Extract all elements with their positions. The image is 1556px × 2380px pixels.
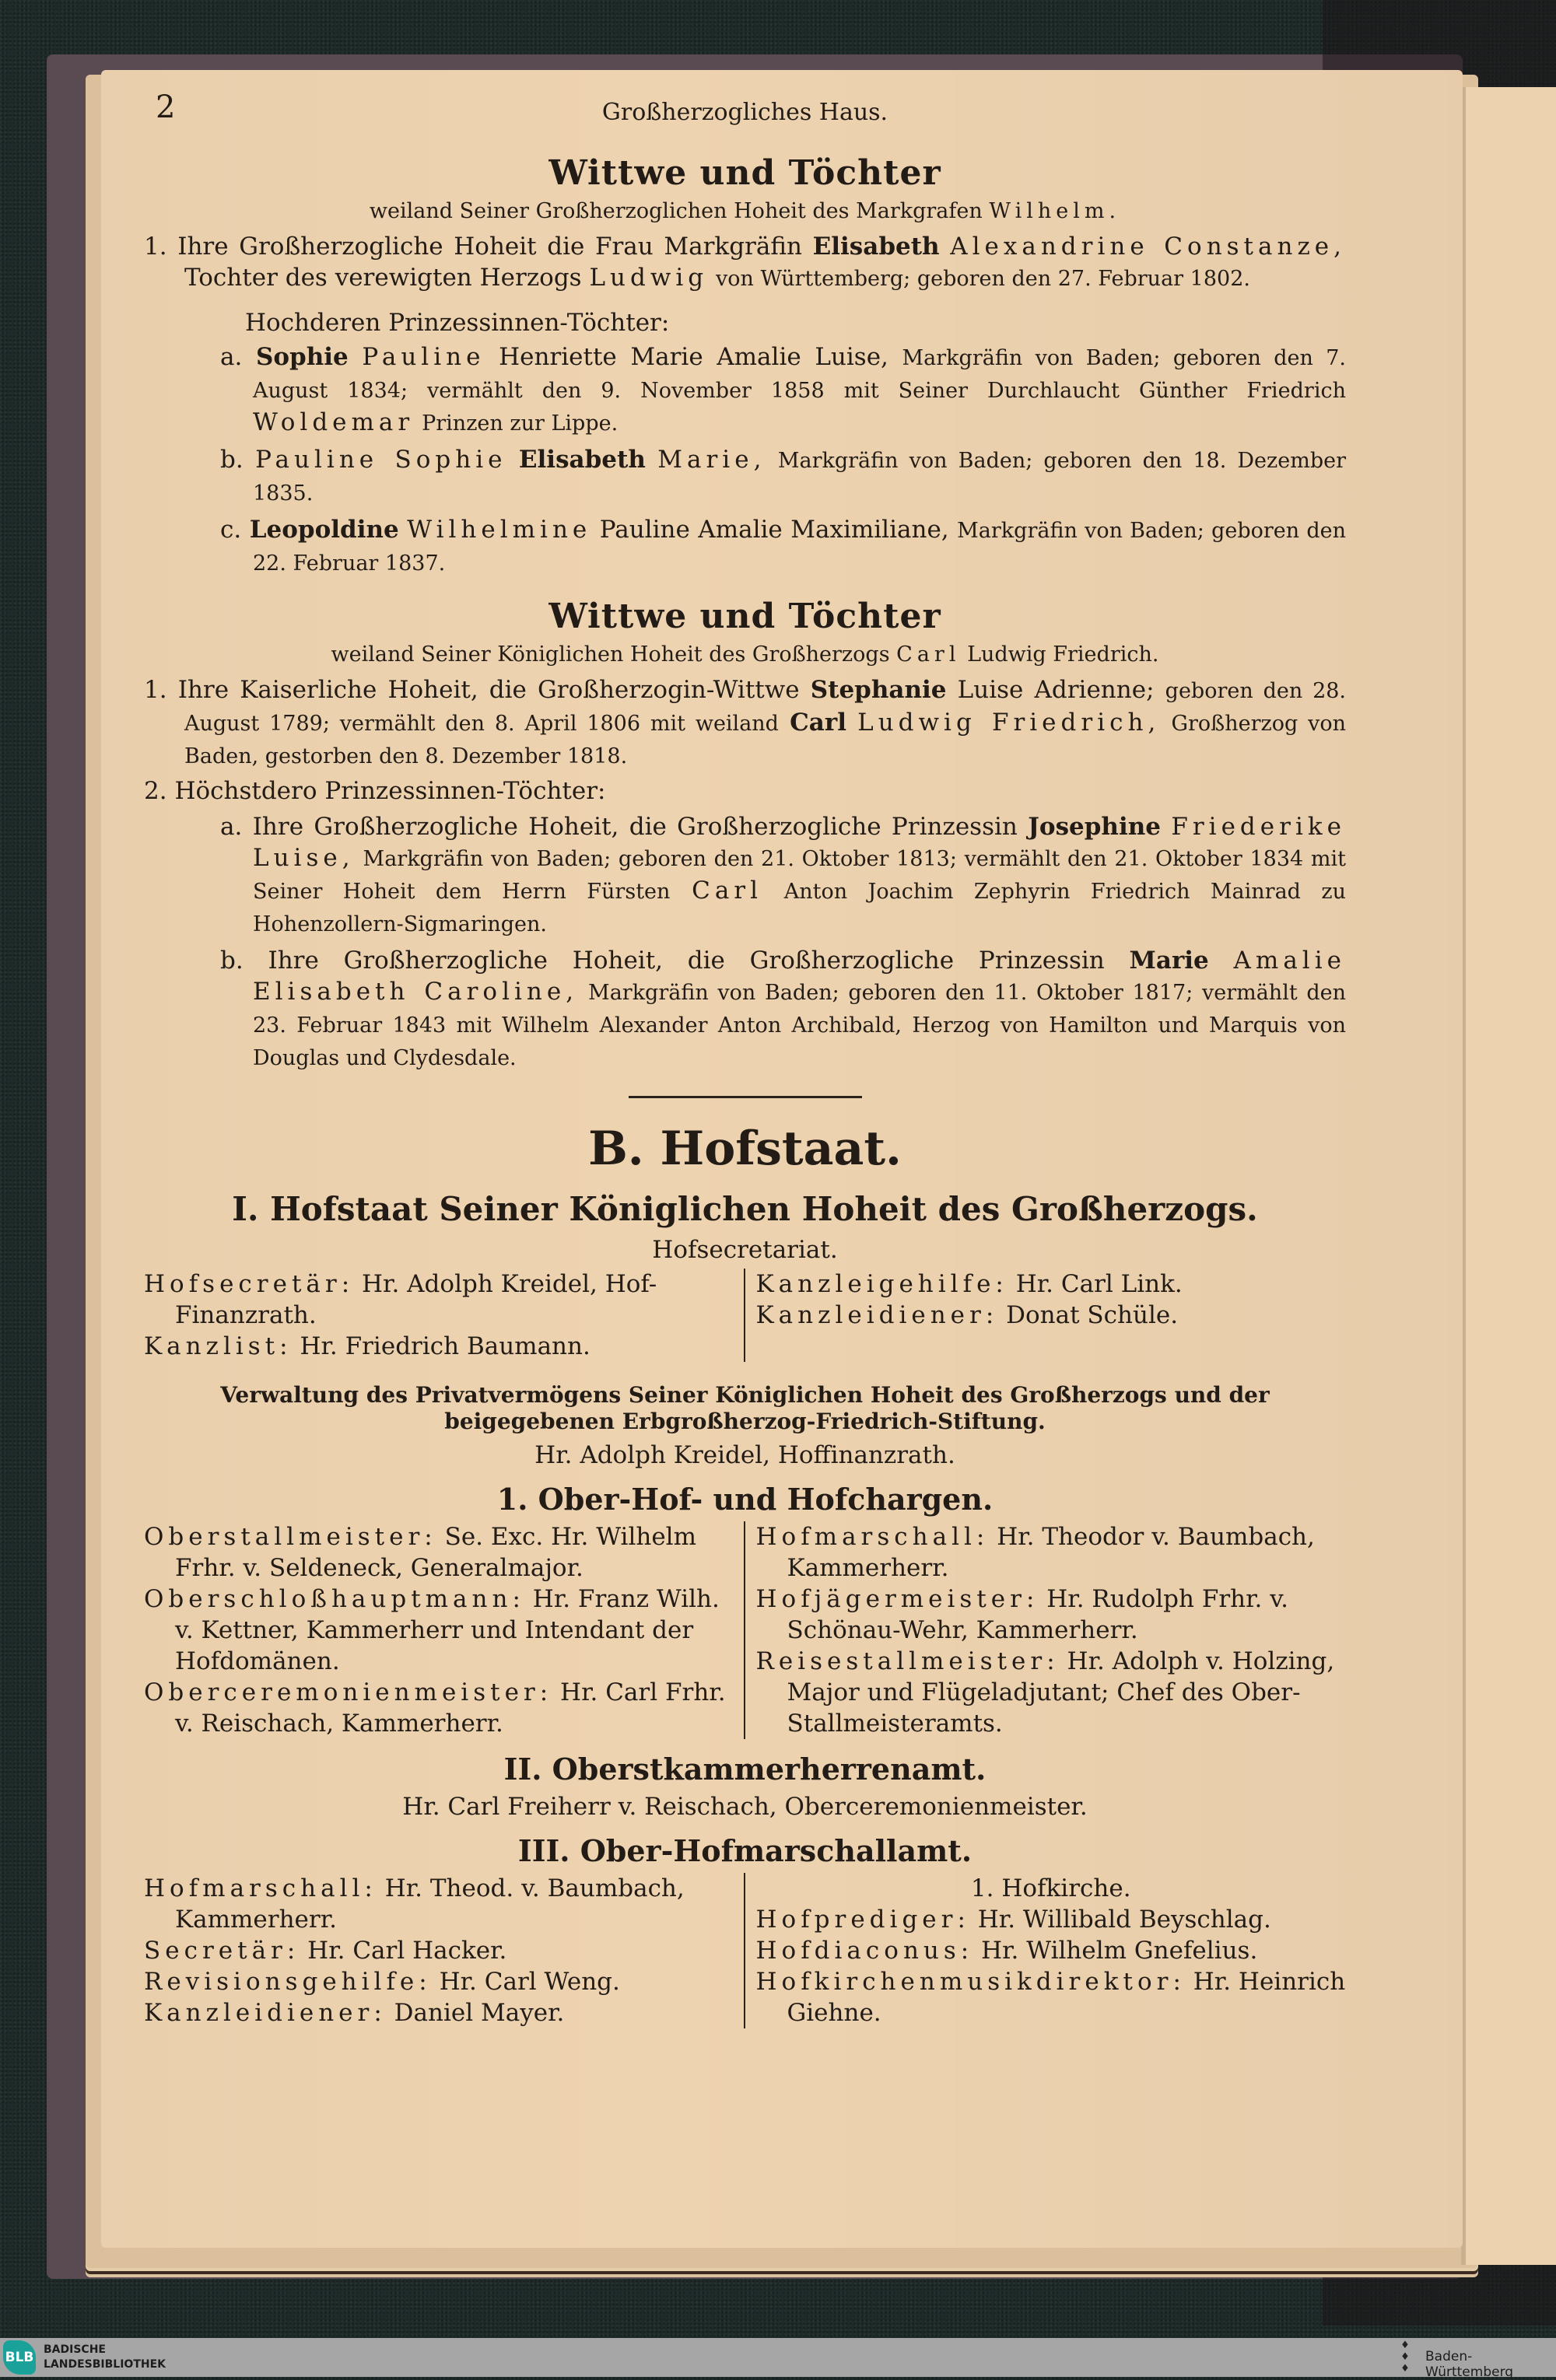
text-run: a. xyxy=(220,343,243,371)
administration-person: Hr. Adolph Kreidel, Hoffinanzrath. xyxy=(534,1441,955,1469)
office-title: III. Ober-Hofmarschallamt. xyxy=(517,1833,972,1868)
text-run: weiland Seiner Großherzoglichen Hoheit des Markgrafen xyxy=(369,199,983,223)
text-run: Hr. Adolph v. Holzing, Major und Flügeladjutant; Chef des Ober-Stallmeisteramts. xyxy=(787,1647,1335,1738)
text-run: Hr. Heinrich Giehne. xyxy=(787,1968,1346,2027)
text-run: Carl xyxy=(790,709,846,737)
court-church-title: 1. Hofkirche. xyxy=(970,1874,1131,1902)
page-number: 2 xyxy=(156,89,176,125)
staff-entry xyxy=(756,1646,1347,1739)
running-head xyxy=(144,89,1346,136)
entry-stephanie xyxy=(144,674,1346,772)
daughter-entry xyxy=(144,341,1346,439)
text-run: Hr. Carl Link. xyxy=(1015,1270,1183,1298)
text-run: Hofsecretär: xyxy=(144,1270,355,1298)
text-run: Luise Adrienne; xyxy=(957,676,1155,704)
office-title: II. Oberstkammerherrenamt. xyxy=(503,1752,987,1787)
staff-entry xyxy=(756,1904,1347,1935)
staff-entry xyxy=(756,1935,1347,1966)
court-marshal-office xyxy=(144,1873,1346,2028)
library-name xyxy=(44,2343,166,2372)
secretariat-staff xyxy=(144,1269,1346,1362)
text-run: Revisionsgehilfe: xyxy=(144,1968,432,1996)
text-run: Reisestallmeister: xyxy=(755,1647,1060,1675)
text-run: Friederike Luise, xyxy=(253,813,1346,872)
text-run: Hofprediger: xyxy=(755,1906,970,1934)
daughter-entry xyxy=(144,514,1346,579)
text-run: Wilhelmine xyxy=(407,516,592,544)
entry-daughters xyxy=(144,775,1346,807)
secretariat-title: Hofsecretariat. xyxy=(652,1236,838,1264)
text-run: Markgräfin von Baden; geboren den 21. Oktober 1813; vermählt den 21. Oktober 1834 mit Seiner Hoheit dem Herrn Fürsten xyxy=(253,847,1346,904)
text-run: Hofjägermeister: xyxy=(755,1585,1039,1613)
court-charges xyxy=(144,1521,1346,1739)
staff-entry xyxy=(756,1269,1347,1300)
three-lions-emblem-icon: ♦ ♦ ♦ xyxy=(1400,2340,1410,2375)
text-run: Henriette Marie Amalie Luise, xyxy=(499,343,888,371)
text-run: Hr. Willibald Beyschlag. xyxy=(977,1906,1271,1934)
staff-entry xyxy=(144,1997,734,2028)
office-title: 1. Ober-Hof- und Hofchargen. xyxy=(496,1482,994,1517)
footer-bar xyxy=(0,2338,1556,2380)
staff-entry xyxy=(756,1521,1347,1584)
text-run: Donat Schüle. xyxy=(1006,1301,1179,1329)
text-run: weiland Seiner Königlichen Hoheit des Großherzogs xyxy=(331,642,890,667)
text-run: a. xyxy=(220,813,243,841)
text-run: Se. Exc. Hr. Wilhelm Frhr. v. Seldeneck, Generalmajor. xyxy=(175,1523,696,1582)
page-content xyxy=(144,89,1346,2028)
text-run: Oberceremonienmeister: xyxy=(144,1678,553,1706)
text-run: Markgräfin von Baden; geboren den 11. Oktober 1817; vermählt den 23. Februar 1843 mit Wilhelm Alexander Anton Archibald, Herzog von Hamilton und Marquis von Douglas und Clydesdale. xyxy=(253,981,1346,1070)
text-run: Pauline Sophie xyxy=(255,446,507,474)
staff-entry xyxy=(144,1873,734,1935)
text-run: Elisabeth xyxy=(518,446,646,474)
text-run: Markgräfin von Baden; geboren den 7. August 1834; vermählt den 9. November 1858 mit Seiner Durchlaucht Günther Friedrich xyxy=(253,346,1347,403)
text-run: Hr. Carl Frhr. v. Reischach, Kammerherr. xyxy=(175,1678,726,1738)
daughter-entry xyxy=(144,444,1346,509)
text-run: geboren den 28. August 1789; vermählt den 8. April 1806 mit weiland xyxy=(184,679,1347,736)
text-run: Leopoldine xyxy=(249,516,399,544)
staff-entry xyxy=(756,1966,1347,2028)
text-run: Hofkirchenmusikdirektor: xyxy=(755,1968,1186,1996)
left-column xyxy=(144,1873,745,2028)
text-run: Tochter des verewigten Herzogs xyxy=(184,264,582,292)
text-run: Hr. Theodor v. Baumbach, Kammerherr. xyxy=(787,1523,1315,1582)
staff-entry xyxy=(144,1584,734,1677)
entry-elisabeth xyxy=(144,231,1346,295)
text-run: Markgräfin von Baden; geboren den 22. Februar 1837. xyxy=(253,519,1347,576)
text-run: Hr. Adolph Kreidel, Hof-Finanzrath. xyxy=(175,1270,657,1329)
text-run: Kanzleidiener: xyxy=(144,1999,387,2027)
state-name: Baden-Württemberg xyxy=(1425,2349,1514,2380)
text-run: Marie, xyxy=(657,446,766,474)
text-run: Ihre Großherzogliche Hoheit, die Großherzogliche Prinzessin xyxy=(268,947,1105,975)
text-run: 1. xyxy=(144,233,167,261)
section-divider xyxy=(629,1096,862,1098)
text-run: Kanzleidiener: xyxy=(755,1301,999,1329)
text-run: Wilhelm. xyxy=(989,199,1121,223)
part-title: B. Hofstaat. xyxy=(588,1122,902,1176)
text-run: Markgräfin von Baden; geboren den 18. Dezember 1835. xyxy=(253,449,1347,506)
daughter-entry xyxy=(144,811,1346,940)
text-run: Sophie xyxy=(255,343,349,371)
text-run: Woldemar xyxy=(253,408,415,436)
staff-entry xyxy=(144,1677,734,1739)
text-run: Ludwig xyxy=(589,264,709,292)
text-run: Anton Joachim Zephyrin Friedrich Mainrad zu Hohenzollern-Sigmaringen. xyxy=(253,880,1347,936)
section-subtitle xyxy=(144,199,1346,223)
chapter-title: I. Hofstaat Seiner Königlichen Hoheit des Großherzogs. xyxy=(232,1190,1258,1228)
text-run: Kanzleigehilfe: xyxy=(755,1270,1008,1298)
right-column xyxy=(745,1873,1347,2028)
right-column xyxy=(745,1521,1347,1739)
staff-entry xyxy=(144,1966,734,1997)
text-run: Kanzlist: xyxy=(144,1332,293,1360)
text-run: Hr. Rudolph Frhr. v. Schönau-Wehr, Kammerherr. xyxy=(787,1585,1288,1644)
text-run: Carl xyxy=(692,877,763,905)
footer-text-line: LANDESBIBLIOTHEK xyxy=(44,2358,166,2371)
text-run: Carl xyxy=(896,642,961,667)
staff-entry xyxy=(756,1300,1347,1331)
staff-entry xyxy=(756,1584,1347,1646)
left-column xyxy=(144,1521,745,1739)
daughter-entry xyxy=(144,945,1346,1074)
text-run: Hr. Carl Weng. xyxy=(439,1968,620,1996)
office-person: Hr. Carl Freiherr v. Reischach, Oberceremonienmeister. xyxy=(402,1793,1088,1821)
text-run: Ludwig Friedrich, xyxy=(857,709,1161,737)
right-column xyxy=(745,1269,1347,1362)
text-run: Hr. Carl Hacker. xyxy=(307,1937,507,1965)
text-run: Ludwig Friedrich. xyxy=(967,642,1159,667)
text-run: c. xyxy=(220,516,242,544)
text-run: Alexandrine Constanze, xyxy=(950,233,1346,261)
text-run: von Württemberg; geboren den 27. Februar 1802. xyxy=(716,267,1250,291)
text-run: Ihre Großherzogliche Hoheit die Frau Markgräfin xyxy=(177,233,802,261)
text-run: 1. xyxy=(144,676,167,704)
text-run: Großherzog von Baden, gestorben den 8. Dezember 1818. xyxy=(184,712,1346,768)
text-run: Stephanie xyxy=(810,676,947,704)
text-run: Prinzen zur Lippe. xyxy=(422,411,619,436)
text-run: Josephine xyxy=(1028,813,1161,841)
staff-entry xyxy=(144,1521,734,1584)
section-title: Wittwe und Töchter xyxy=(548,153,941,193)
text-run: Ihre Kaiserliche Hoheit, die Großherzogin-Wittwe xyxy=(177,676,800,704)
text-run: Daniel Mayer. xyxy=(394,1999,565,2027)
text-run: Höchstdero Prinzessinnen-Töchter: xyxy=(174,777,606,805)
text-run: Hofmarschall: xyxy=(144,1874,377,1902)
blb-logo[interactable]: BLB xyxy=(3,2340,36,2375)
text-run: Hofmarschall: xyxy=(755,1523,990,1551)
running-title: Großherzogliches Haus. xyxy=(601,99,888,126)
daughters-label: Hochderen Prinzessinnen-Töchter: xyxy=(245,309,670,337)
section-title: Wittwe und Töchter xyxy=(548,597,941,636)
text-run: Elisabeth xyxy=(812,233,940,261)
text-run: Amalie Elisabeth Caroline, xyxy=(253,947,1346,1006)
text-run: Marie xyxy=(1129,947,1209,975)
text-run: Ihre Großherzogliche Hoheit, die Großherzogliche Prinzessin xyxy=(252,813,1018,841)
text-run: Hr. Theod. v. Baumbach, Kammerherr. xyxy=(175,1874,685,1934)
text-run: Pauline xyxy=(362,343,485,371)
left-column xyxy=(144,1269,745,1362)
text-run: Secretär: xyxy=(144,1937,300,1965)
text-run: Oberstallmeister: xyxy=(144,1523,437,1551)
text-run: Hofdiaconus: xyxy=(755,1937,974,1965)
text-run: Oberschloßhauptmann: xyxy=(144,1585,525,1613)
text-run: b. xyxy=(220,446,244,474)
footer-text-line: BADISCHE xyxy=(44,2343,106,2356)
text-run: Hr. Wilhelm Gnefelius. xyxy=(981,1937,1258,1965)
text-run: 2. xyxy=(144,777,167,805)
next-page-edge xyxy=(1461,87,1556,2265)
text-run: Pauline Amalie Maximiliane, xyxy=(599,516,949,544)
staff-entry xyxy=(144,1331,734,1362)
text-run: Hr. Friedrich Baumann. xyxy=(300,1332,591,1360)
staff-entry xyxy=(144,1935,734,1966)
text-run: b. xyxy=(220,947,244,975)
administration-note: Verwaltung des Privatvermögens Seiner Königlichen Hoheit des Großherzogs und der beigegebenen Erbgroßherzog-Friedrich-Stiftung. xyxy=(220,1382,1270,1434)
text-run: Hr. Franz Wilh. v. Kettner, Kammerherr und Intendant der Hofdomänen. xyxy=(175,1585,720,1675)
staff-entry xyxy=(144,1269,734,1331)
section-subtitle xyxy=(144,642,1346,667)
